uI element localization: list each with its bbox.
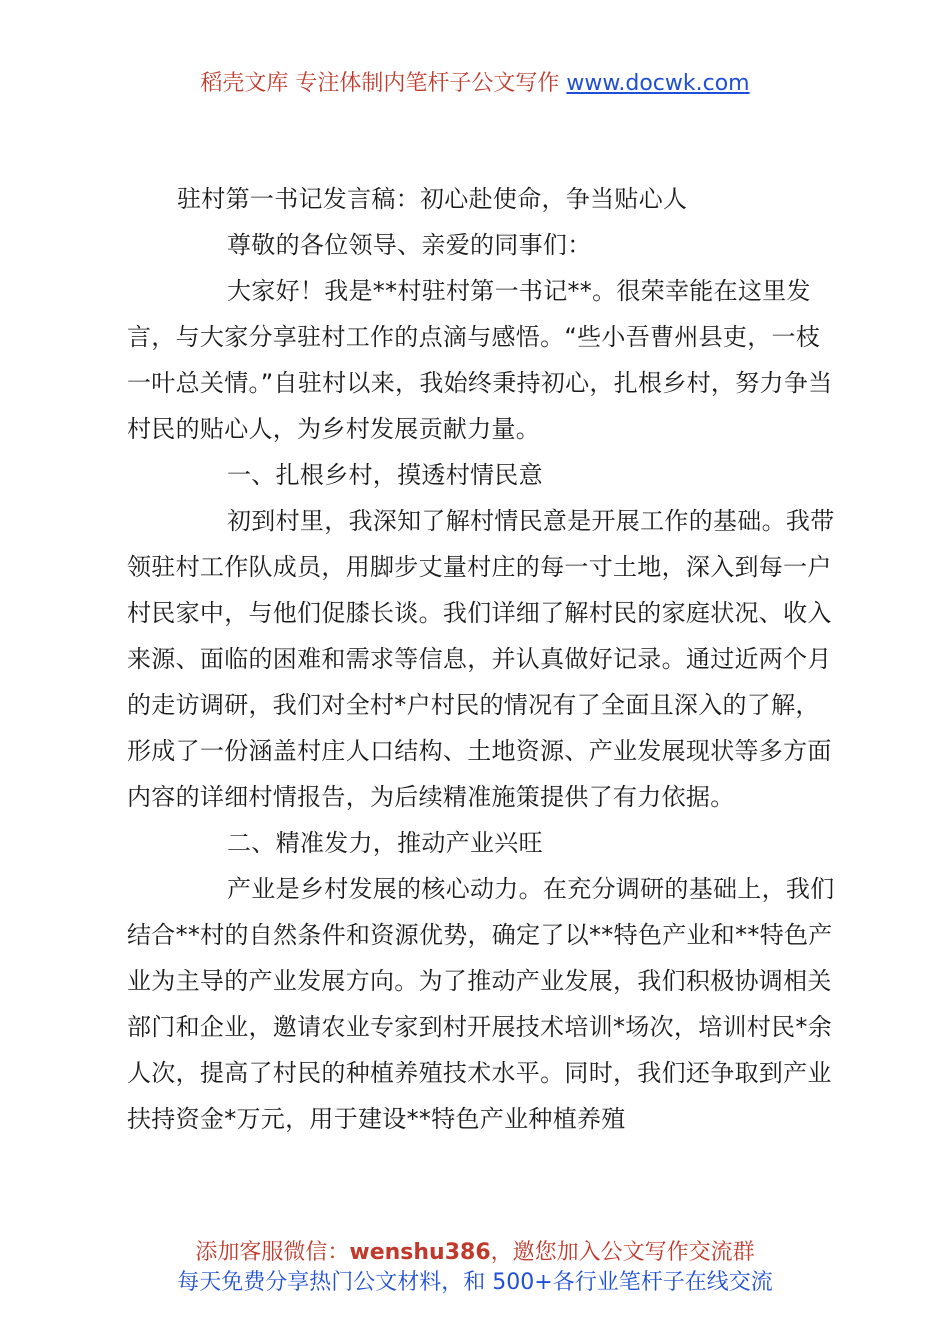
document-body: [127, 176, 837, 1142]
section-heading-2: 二、精准发力，推动产业兴旺: [227, 829, 543, 857]
salutation: 尊敬的各位领导、亲爱的同事们：: [227, 231, 592, 259]
section-heading-1: 一、扎根乡村，摸透村情民意: [227, 461, 543, 489]
wechat-id: wenshu386: [349, 1240, 491, 1265]
paragraph-section-1: 初到村里，我深知了解村情民意是开展工作的基础。我带领驻村工作队成员，用脚步丈量村庄的每一寸土地，深入到每一户村民家中，与他们促膝长谈。我们详细了解村民的家庭状况、收入来源、面临的困难和需求等信息，并认真做好记录。通过近两个月的走访调研，我们对全村*户村民的情况有了全面且深入的了解，形成了一份涵盖村庄人口结构、土地资源、产业发展现状等多方面内容的详细村情报告，为后续精准施策提供了有力依据。: [127, 507, 835, 811]
footer-line-1: [0, 1238, 950, 1268]
footer-line-2: 每天免费分享热门公文材料，和 500+各行业笔杆子在线交流: [177, 1270, 773, 1295]
paragraph-section-2: 产业是乡村发展的核心动力。在充分调研的基础上，我们结合**村的自然条件和资源优势，确定了以**特色产业和**特色产业为主导的产业发展方向。为了推动产业发展，我们积极协调相关部门和企业，邀请农业专家到村开展技术培训*场次，培训村民*余人次，提高了村民的种植养殖技术水平。同时，我们还争取到产业扶持资金*万元，用于建设**特色产业种植养殖: [127, 875, 835, 1133]
footer-suffix: ，邀您加入公文写作交流群: [490, 1240, 755, 1265]
paragraph-intro: 大家好！我是**村驻村第一书记**。很荣幸能在这里发言，与大家分享驻村工作的点滴与感悟。“些小吾曹州县吏，一枝一叶总关情。”自驻村以来，我始终秉持初心，扎根乡村，努力争当村民的贴心人，为乡村发展贡献力量。: [127, 277, 833, 443]
document-footer: [0, 1238, 950, 1298]
document-title: 驻村第一书记发言稿：初心赴使命，争当贴心人: [177, 185, 688, 213]
header-brand: 稻壳文库 专注体制内笔杆子公文写作: [200, 71, 560, 96]
document-header: [0, 68, 950, 100]
header-url-link[interactable]: www.docwk.com: [566, 71, 750, 96]
footer-prefix: 添加客服微信：: [195, 1240, 350, 1265]
